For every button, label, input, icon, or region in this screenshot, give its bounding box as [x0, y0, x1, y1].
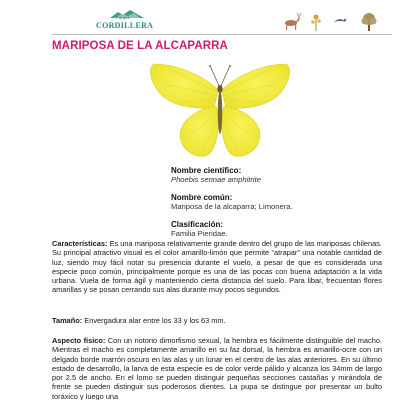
butterfly-photo	[140, 56, 300, 164]
physical-paragraph	[52, 336, 382, 400]
logo-text: CORDILLERA	[96, 21, 154, 30]
nature-icons	[282, 10, 380, 32]
size-text: Envergadura alar entre los 33 y los 63 mm.	[82, 316, 226, 325]
size-paragraph	[52, 316, 382, 325]
physical-label: Aspecto físico:	[52, 336, 106, 345]
scientific-name-label: Nombre científico:	[171, 166, 242, 175]
parque-cordillera-logo	[96, 9, 156, 33]
characteristics-paragraph	[52, 239, 382, 295]
flower-icon	[311, 15, 321, 32]
scientific-name-value: Phoebis sennae amphitrite	[171, 175, 261, 185]
classification-value: Familia Pieridae.	[171, 229, 228, 239]
deer-icon	[285, 13, 301, 30]
header-divider	[52, 34, 392, 35]
common-name-label: Nombre común:	[171, 192, 233, 202]
page-title: MARIPOSA DE LA ALCAPARRA	[52, 40, 228, 52]
size-label: Tamaño:	[52, 316, 83, 325]
tree-icon	[362, 13, 377, 31]
page-header	[0, 0, 400, 40]
classification-label: Clasificación:	[171, 219, 224, 229]
common-name-value: Mariposa de la alcaparra; Limonera.	[171, 202, 293, 212]
logo-small-text: Parque	[116, 15, 131, 20]
bird-icon	[334, 19, 346, 22]
characteristics-text: Es una mariposa relativamente grande dentro del grupo de las mariposas chilenas. Su principal atractivo visual es el color amarillo-limón que permite “atrapar” una notable cantidad de luz, siendo muy fácil notar su presencia durante el vuelo, a pesar de que es considerada una especie poco común, principalmente porque es una de las pocas con buena adaptación a la vida urbana. Vuela de forma ágil y manteniendo cierta distancia del suelo. Para libar, frecuentan flores amarillas y se posan cerrando sus alas durante muy pocos segundos.	[52, 239, 382, 295]
characteristics-label: Características:	[52, 239, 108, 248]
species-info	[171, 166, 371, 238]
physical-text: Con un notorio dimorfismo sexual, la hembra es fácilmente distinguible del macho. Mientras el macho es completamente amarillo en su faz dorsal, la hembra es amarillo-ocre con un delgado borde marrón oscuro en las alas y un lunar en el centro de las alas anteriores. En su último estado de desarrollo, la larva de esta especie es de color verde pálido y alcanza los 34mm de largo por 2.5 de ancho. En el lomo se pueden distinguir pequeñas secciones castañas y mirándola de frente se pueden distinguir sus poderosos dientes. La pupa se distingue por presentar un bulto toráxico y luego una	[52, 336, 382, 400]
